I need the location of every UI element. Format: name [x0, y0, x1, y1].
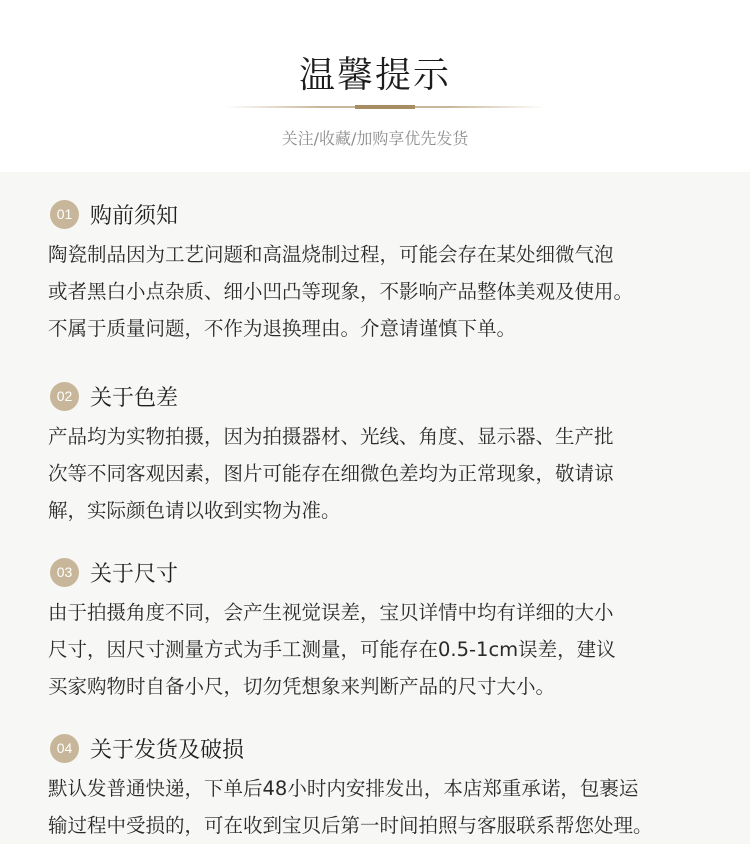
section-number-badge: 02	[50, 382, 79, 411]
section-body	[50, 236, 740, 347]
section-body	[50, 770, 740, 844]
section-title: 关于色差	[90, 385, 179, 411]
title-divider-accent	[355, 105, 415, 109]
section-color-difference	[50, 379, 740, 529]
section-text-line: 产品均为实物拍摄，因为拍摄器材、光线、角度、显示器、生产批	[48, 425, 614, 448]
section-header	[50, 197, 740, 231]
section-title: 关于尺寸	[90, 561, 179, 587]
page-title: 温馨提示	[298, 55, 451, 96]
section-shipping-damage	[50, 731, 740, 844]
section-text-line: 解，实际颜色请以收到实物为准。	[48, 499, 341, 522]
notice-content	[0, 172, 750, 844]
section-header	[50, 555, 740, 589]
section-number-badge: 01	[50, 200, 79, 229]
section-body	[50, 594, 740, 705]
section-header	[50, 731, 740, 765]
page-header	[0, 0, 750, 172]
section-text-line: 输过程中受损的，可在收到宝贝后第一时间拍照与客服联系帮您处理。	[48, 814, 653, 837]
section-text-line: 默认发普通快递，下单后48小时内安排发出，本店郑重承诺，包裹运	[48, 777, 639, 800]
section-text-line: 次等不同客观因素，图片可能存在细微色差均为正常现象，敬请谅	[48, 462, 614, 485]
section-header	[50, 379, 740, 413]
section-text-line: 陶瓷制品因为工艺问题和高温烧制过程，可能会存在某处细微气泡	[48, 243, 614, 266]
section-title: 关于发货及破损	[90, 737, 245, 763]
section-number-badge: 04	[50, 734, 79, 763]
section-number-badge: 03	[50, 558, 79, 587]
section-purchase-notice	[50, 197, 740, 347]
section-title: 购前须知	[90, 203, 179, 229]
section-size	[50, 555, 740, 705]
section-text-line: 买家购物时自备小尺，切勿凭想象来判断产品的尺寸大小。	[48, 675, 556, 698]
section-body	[50, 418, 740, 529]
section-text-line: 或者黑白小点杂质、细小凹凸等现象，不影响产品整体美观及使用。	[48, 280, 634, 303]
section-text-line: 由于拍摄角度不同，会产生视觉误差，宝贝详情中均有详细的大小	[48, 601, 614, 624]
section-text-line: 尺寸，因尺寸测量方式为手工测量，可能存在0.5-1cm误差，建议	[48, 638, 616, 661]
section-text-line: 不属于质量问题，不作为退换理由。介意请谨慎下单。	[48, 317, 517, 340]
page-subtitle: 关注/收藏/加购享优先发货	[281, 129, 469, 148]
